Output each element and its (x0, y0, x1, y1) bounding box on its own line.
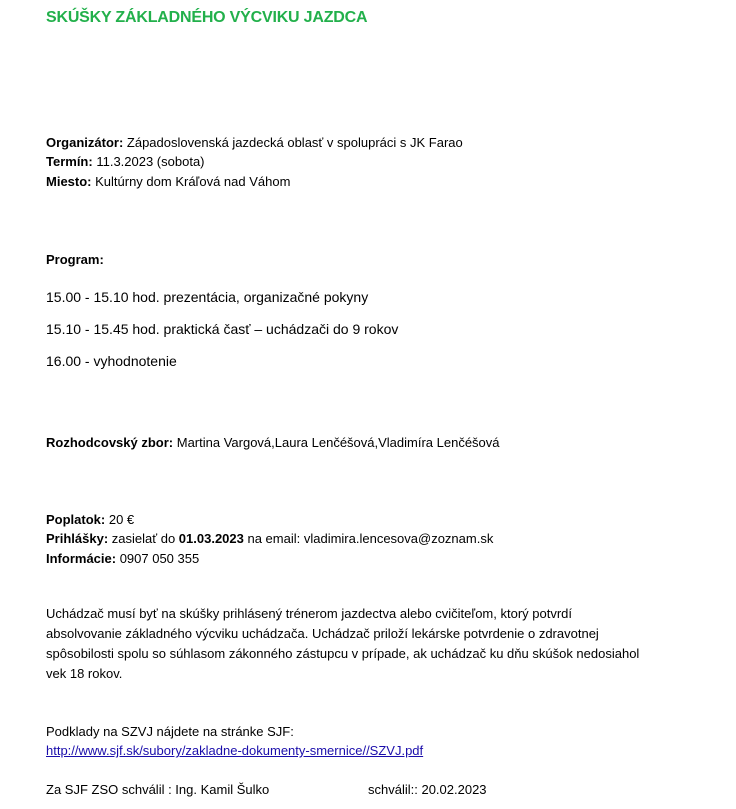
fee-value: 20 € (105, 512, 135, 527)
term-line (46, 153, 205, 170)
program-item: 15.10 - 15.45 hod. praktická časť – uchádzači do 9 rokov (46, 321, 399, 337)
documents-link-line (46, 742, 423, 759)
term-label: Termín: (46, 154, 93, 169)
jury-label: Rozhodcovský zbor: (46, 435, 174, 450)
notice-paragraph (46, 604, 686, 684)
organizer-label: Organizátor: (46, 135, 124, 150)
jury-value: Martina Vargová,Laura Lenčéšová,Vladimíra Lenčéšová (173, 435, 500, 450)
approved-by: Za SJF ZSO schválil : Ing. Kamil Šulko (46, 782, 270, 797)
notice-line: vek 18 rokov. (46, 666, 123, 681)
program-item: 16.00 - vyhodnotenie (46, 353, 177, 369)
organizer-line (46, 134, 463, 151)
document-title: SKÚŠKY ZÁKLADNÉHO VÝCVIKU JAZDCA (46, 9, 368, 26)
notice-line: Uchádzač musí byť na skúšky prihlásený trénerom jazdectva alebo cvičiteľom, ktorý potvrdí (46, 606, 572, 621)
jury-line (46, 434, 500, 451)
info-line (46, 550, 199, 567)
place-value: Kultúrny dom Kráľová nad Váhom (91, 174, 291, 189)
info-value: 0907 050 355 (116, 551, 200, 566)
term-value: 11.3.2023 (sobota) (92, 154, 205, 169)
notice-line: absolvovanie základného výcviku uchádzača. Uchádzač priloží lekárske potvrdenie o zdravotnej (46, 626, 599, 641)
documents-link[interactable]: http://www.sjf.sk/subory/zakladne-dokumenty-smernice//SZVJ.pdf (46, 743, 424, 758)
program-label: Program: (46, 252, 104, 267)
applications-line (46, 530, 493, 547)
program-heading (46, 251, 104, 268)
applications-deadline: 01.03.2023 (178, 531, 244, 546)
fee-label: Poplatok: (46, 512, 106, 527)
info-label: Informácie: (46, 551, 117, 566)
program-item: 15.00 - 15.10 hod. prezentácia, organizačné pokyny (46, 289, 369, 305)
applications-pre: zasielať do (108, 531, 179, 546)
applications-email: na email: vladimira.lencesova@zoznam.sk (243, 531, 494, 546)
applications-label: Prihlášky: (46, 531, 109, 546)
place-line (46, 173, 290, 190)
organizer-value: Západoslovenská jazdecká oblasť v spolupráci s JK Farao (123, 135, 463, 150)
fee-line (46, 511, 134, 528)
documents-text: Podklady na SZVJ nájdete na stránke SJF: (46, 724, 294, 739)
notice-line: spôsobilosti spolu so súhlasom zákonného zástupcu v prípade, ak uchádzač ku dňu skúšok nedosiahol (46, 646, 640, 661)
place-label: Miesto: (46, 174, 92, 189)
approved-date: schválil:: 20.02.2023 (368, 782, 487, 797)
